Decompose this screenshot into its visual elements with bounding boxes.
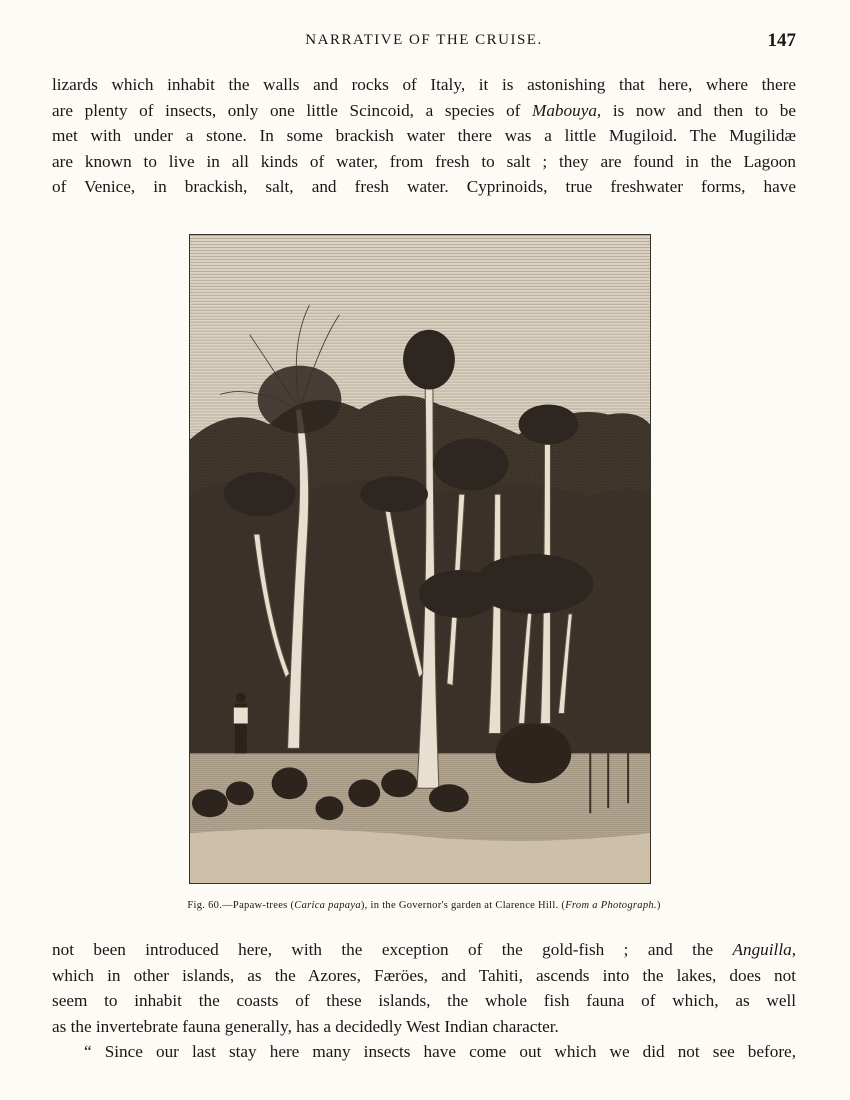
text-line: as the invertebrate fauna generally, has a decidedly West Indian character. — [52, 1016, 559, 1036]
paragraph-bottom — [52, 937, 796, 1065]
genus-name: Anguilla — [732, 940, 792, 959]
paragraph-top — [52, 72, 796, 200]
text-line: seem to inhabit the coasts of these islands, the whole fish fauna of which, as well — [52, 991, 796, 1011]
genus-name: Mabouya — [532, 100, 597, 120]
text-line — [52, 98, 796, 124]
running-head — [52, 30, 796, 56]
text-line: which in other islands, as the Azores, Færöes, and Tahiti, ascends into the lakes, does not — [52, 965, 796, 985]
figure-caption — [52, 900, 796, 911]
papaw-trees-engraving — [190, 235, 650, 883]
text-run: , — [791, 940, 796, 959]
text-line: “ Since our last stay here many insects have come out which we did not see before, — [84, 1042, 796, 1062]
caption-text: ) — [656, 900, 661, 911]
running-title: NARRATIVE OF THE CRUISE. — [305, 32, 543, 48]
text-run: , is now and then to be — [596, 100, 796, 120]
caption-text: Fig. 60.—Papaw-trees ( — [187, 900, 295, 911]
caption-text: ), in the Governor's garden at Clarence Hill. ( — [360, 900, 566, 911]
text-run: are plenty of insects, only one little Scincoid, a species of — [52, 100, 532, 120]
text-line: met with under a stone. In some brackish water there was a little Mugiloid. The Mugilidæ — [52, 126, 796, 146]
text-line — [52, 937, 796, 963]
text-line: lizards which inhabit the walls and rocks of Italy, it is astonishing that here, where there — [52, 75, 796, 94]
text-line: are known to live in all kinds of water, from fresh to salt ; they are found in the Lagoon — [52, 151, 796, 171]
text-run: not been introduced here, with the exception of the gold-fish ; and the — [52, 940, 733, 959]
figure-engraving — [189, 234, 651, 884]
page-number: 147 — [767, 30, 796, 51]
text-line: of Venice, in brackish, salt, and fresh water. Cyprinoids, true freshwater forms, have — [52, 177, 796, 197]
caption-species: Carica papaya — [294, 900, 361, 911]
caption-source: From a Photograph. — [565, 900, 657, 911]
